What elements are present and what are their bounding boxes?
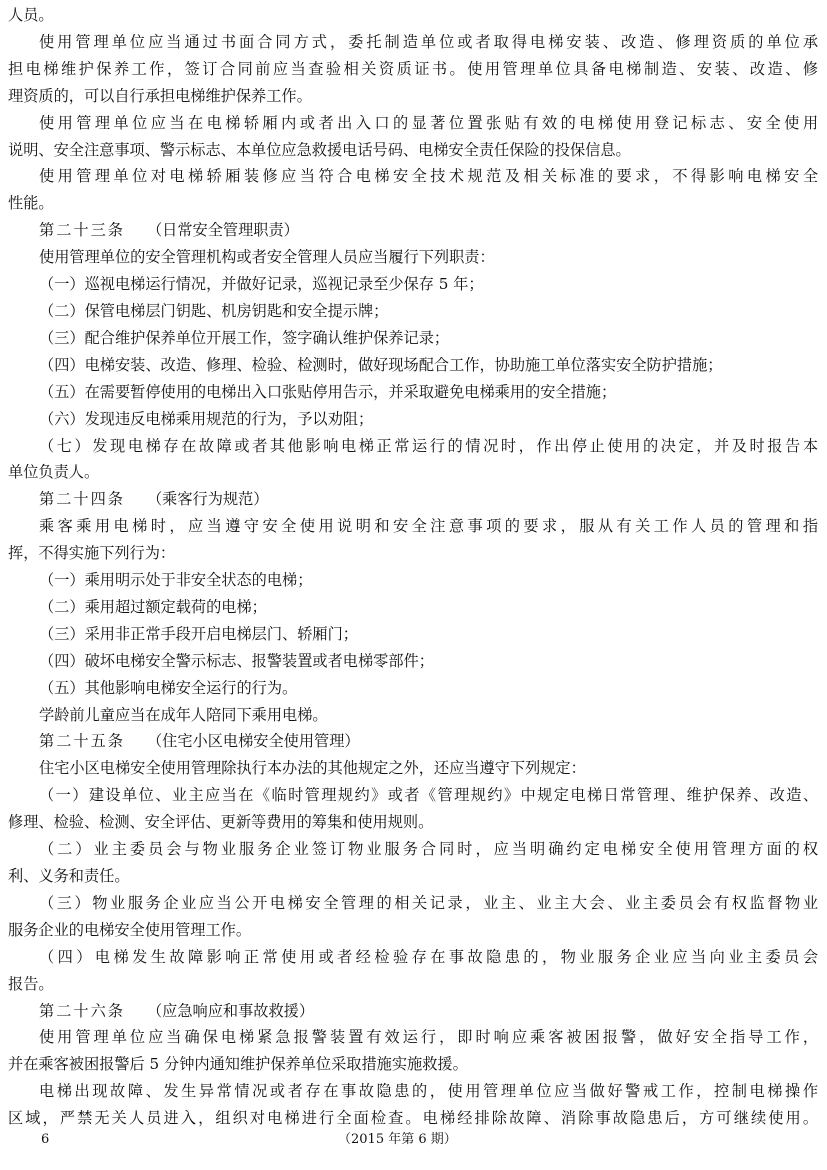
text-line: 乘客乘用电梯时，应当遵守安全使用说明和安全注意事项的要求，服从有关工作人员的管理和指 (39, 517, 818, 536)
text-line: （六）发现违反电梯乘用规范的行为，予以劝阻； (39, 409, 374, 428)
page-number: 6 (41, 1132, 50, 1147)
text-line: （四）电梯安装、改造、修理、检验、检测时，做好现场配合工作，协助施工单位落实安全防护措施； (39, 355, 723, 374)
text-line: 理资质的，可以自行承担电梯维护保养工作。 (8, 86, 312, 105)
text-line: 修理、检验、检测、安全评估、更新等费用的筹集和使用规则。 (8, 813, 434, 832)
text-line: 说明、安全注意事项、警示标志、本单位应急救援电话号码、电梯安全责任保险的投保信息。 (8, 140, 631, 159)
article-heading (8, 217, 818, 244)
text-line: 使用管理单位应当确保电梯紧急报警装置有效运行，即时响应乘客被困报警，做好安全指导工作， (39, 1028, 818, 1047)
text-line: 报告。 (8, 974, 54, 993)
text-line: 使用管理单位对电梯轿厢装修应当符合电梯安全技术规范及相关标准的要求，不得影响电梯安全 (39, 167, 818, 186)
text-line: 区域，严禁无关人员进入，组织对电梯进行全面检查。电梯经排除故障、消除事故隐患后，方可继续使用。 (8, 1109, 818, 1128)
article-title: （日常安全管理职责） (146, 221, 299, 240)
text-line: （三）配合维护保养单位开展工作，签字确认维护保养记录； (39, 328, 450, 347)
text-line: 人员。 (8, 6, 54, 24)
text-line: 并在乘客被困报警后 5 分钟内通知维护保养单位采取措施实施救援。 (8, 1055, 468, 1074)
article-heading (8, 998, 818, 1025)
article-heading (8, 728, 818, 755)
text-line: （一）建设单位、业主应当在《临时管理规约》或者《管理规约》中规定电梯日常管理、维护保养、改造、 (39, 786, 818, 805)
text-line: 电梯出现故障、发生异常情况或者存在事故隐患的，使用管理单位应当做好警戒工作，控制电梯操作 (39, 1082, 818, 1101)
text-line: （四）电梯发生故障影响正常使用或者经检验存在事故隐患的，物业服务企业应当向业主委员会 (39, 947, 818, 966)
article-heading (8, 486, 818, 513)
text-line: （二）保管电梯层门钥匙、机房钥匙和安全提示牌； (39, 301, 389, 320)
text-line: （一）巡视电梯运行情况，并做好记录，巡视记录至少保存 5 年； (39, 275, 484, 294)
text-line: 住宅小区电梯安全使用管理除执行本办法的其他规定之外，还应当遵守下列规定： (39, 759, 586, 778)
article-number: 第二十四条 (39, 490, 125, 509)
article-number: 第二十三条 (39, 221, 125, 240)
text-line: （一）乘用明示处于非安全状态的电梯； (39, 571, 313, 590)
text-line: （二）业主委员会与物业服务企业签订物业服务合同时，应当明确约定电梯安全使用管理方面的权 (39, 840, 818, 859)
article-title: （应急响应和事故救援） (146, 1001, 314, 1020)
text-line: 学龄前儿童应当在成年人陪同下乘用电梯。 (39, 705, 328, 724)
text-line: （三）物业服务企业应当公开电梯安全管理的相关记录，业主、业主大会、业主委员会有权监督物业 (39, 893, 818, 912)
text-line: 单位负责人。 (8, 463, 100, 482)
text-line: 挥，不得实施下列行为： (8, 544, 176, 563)
issue-label: （2015 年第 6 期） (338, 1132, 457, 1147)
text-line: （五）在需要暂停使用的电梯出入口张贴停用告示，并采取避免电梯乘用的安全措施； (39, 382, 617, 401)
text-line: （三）采用非正常手段开启电梯层门、轿厢门； (39, 624, 358, 643)
text-line: （七）发现电梯存在故障或者其他影响电梯正常运行的情况时，作出停止使用的决定，并及时报告本 (39, 436, 818, 455)
text-line: 使用管理单位应当在电梯轿厢内或者出入口的显著位置张贴有效的电梯使用登记标志、安全使用 (39, 113, 818, 132)
article-number: 第二十六条 (39, 1001, 125, 1020)
text-line: 服务企业的电梯安全使用管理工作。 (8, 920, 251, 939)
document-body (8, 2, 818, 1132)
text-line: 担电梯维护保养工作，签订合同前应当查验相关资质证书。使用管理单位具备电梯制造、安装、改造、修 (8, 59, 818, 78)
text-line: 利、义务和责任。 (8, 867, 130, 885)
text-line: 使用管理单位的安全管理机构或者安全管理人员应当履行下列职责： (39, 248, 495, 267)
text-line: 使用管理单位应当通过书面合同方式，委托制造单位或者取得电梯安装、改造、修理资质的单位承 (39, 32, 818, 51)
text-line: （四）破坏电梯安全警示标志、报警装置或者电梯零部件； (39, 651, 434, 670)
text-line: （二）乘用超过额定载荷的电梯； (39, 597, 267, 616)
text-line: （五）其他影响电梯安全运行的行为。 (39, 678, 298, 697)
article-title: （乘客行为规范） (146, 490, 269, 509)
article-number: 第二十五条 (39, 732, 125, 751)
article-title: （住宅小区电梯安全使用管理） (146, 732, 360, 751)
text-line: 性能。 (8, 194, 54, 213)
